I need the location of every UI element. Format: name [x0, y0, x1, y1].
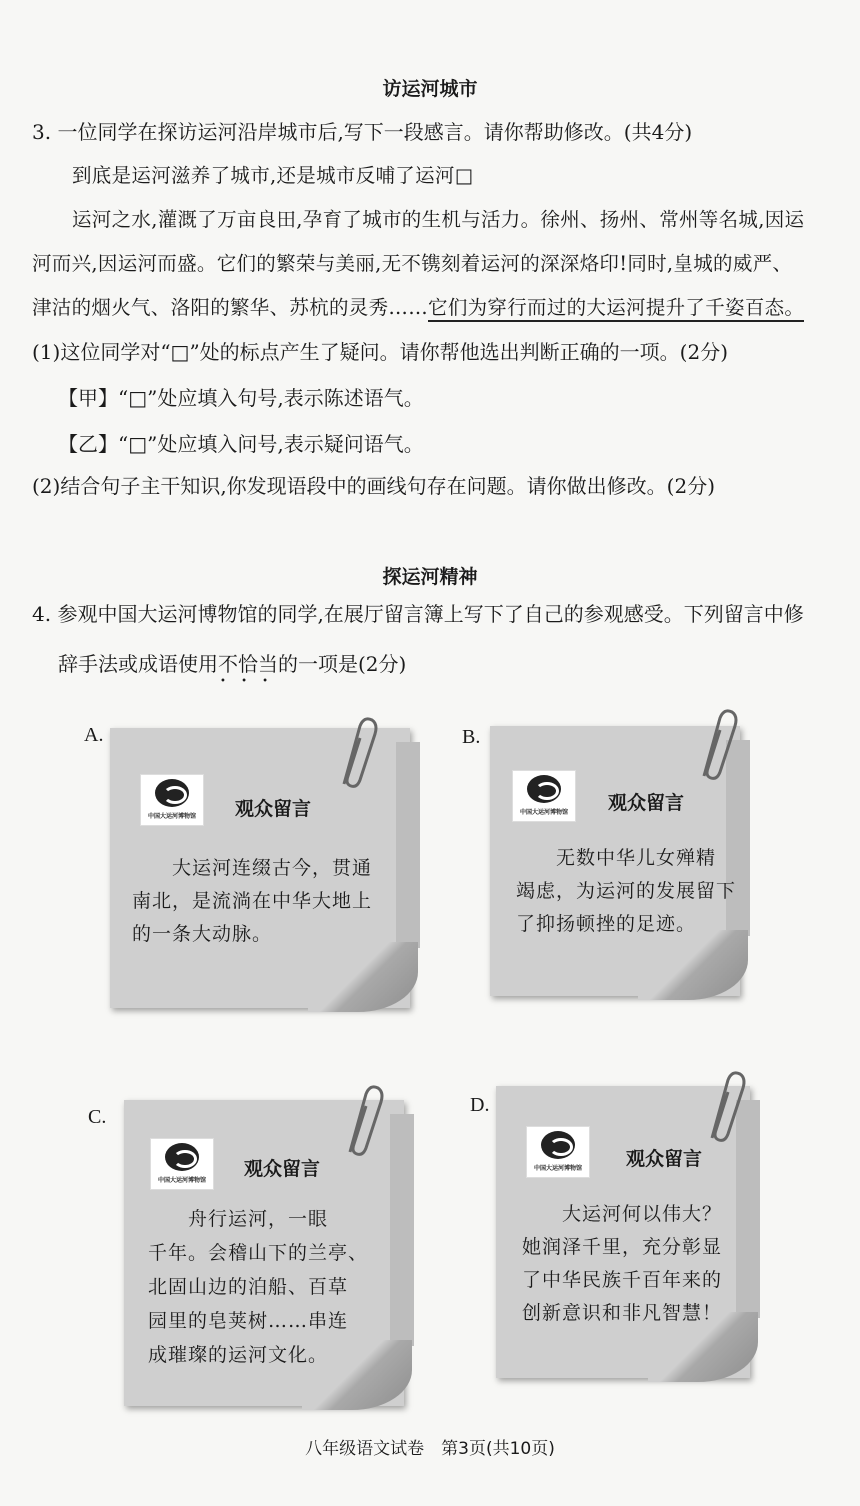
note-back-page: [390, 1114, 414, 1346]
page-footer: 八年级语文试卷 第3页(共10页): [305, 1439, 555, 1459]
question-3-stem: 3. 一位同学在探访运河沿岸城市后,写下一段感言。请你帮助修改。(共4分): [32, 120, 693, 144]
museum-logo: [150, 1138, 214, 1190]
question-4-line-1: 4. 参观中国大运河博物馆的同学,在展厅留言簿上写下了自己的参观感受。下列留言中修: [32, 602, 804, 626]
note-body-a: [132, 852, 372, 951]
note-line: 南北，是流淌在中华大地上: [132, 890, 373, 912]
museum-logo: [526, 1126, 590, 1178]
option-letter-a: A.: [84, 724, 104, 746]
note-back-page: [396, 742, 420, 948]
logo-text: 中国大运河博物馆: [519, 809, 568, 816]
paperclip-icon: [336, 1082, 386, 1162]
note-line: 创新意识和非凡智慧！: [522, 1302, 723, 1324]
note-line: 了抑扬顿挫的足迹。: [516, 913, 697, 935]
note-body-b: [516, 842, 736, 941]
paperclip-icon: [690, 706, 740, 786]
note-heading: 观众留言: [244, 1158, 321, 1180]
note-line: 她润泽千里，充分彰显: [522, 1236, 723, 1258]
note-curl: [308, 942, 418, 1012]
note-heading: 观众留言: [626, 1148, 703, 1170]
note-line: 舟行运河，一眼: [148, 1208, 329, 1230]
logo-mark-icon: [165, 1143, 199, 1171]
sub-question-1: (1)这位同学对“□”处的标点产生了疑问。请你帮他选出判断正确的一项。(2分): [32, 340, 729, 364]
question-4-line-2: [58, 648, 406, 677]
option-letter-b: B.: [462, 726, 481, 748]
logo-mark-icon: [541, 1131, 575, 1159]
option-jia: 【甲】“□”处应填入句号,表示陈述语气。: [58, 386, 424, 410]
museum-logo: [512, 770, 576, 822]
note-heading: 观众留言: [608, 792, 685, 814]
paperclip-icon: [330, 714, 380, 794]
paragraph-line-4: [32, 292, 804, 320]
note-line: 竭虑，为运河的发展留下: [516, 880, 737, 902]
note-line: 无数中华儿女殚精: [516, 847, 717, 869]
paragraph-line-4-plain: 津沽的烟火气、洛阳的繁华、苏杭的灵秀……: [32, 296, 429, 319]
option-letter-d: D.: [470, 1094, 490, 1116]
paragraph-line-3: 河而兴,因运河而盛。它们的繁荣与美丽,无不镌刻着运河的深深烙印!同时,皇城的威严、: [32, 252, 793, 275]
section-title-city: 访运河城市: [382, 78, 478, 100]
paragraph-line-1: 到底是运河滋养了城市,还是城市反哺了运河□: [72, 164, 474, 187]
underlined-sentence: 它们为穿行而过的大运河提升了千姿百态。: [428, 296, 804, 322]
note-heading: 观众留言: [235, 798, 312, 820]
note-line: 了中华民族千百年来的: [522, 1269, 723, 1291]
paragraph-line-2: 运河之水,灌溉了万亩良田,孕育了城市的生机与活力。徐州、扬州、常州等名城,因运: [72, 208, 805, 231]
logo-mark-icon: [155, 779, 189, 807]
note-body-c: [148, 1202, 368, 1372]
question-4-text-pre: 辞手法或成语使用: [58, 652, 218, 676]
logo-text: 中国大运河博物馆: [533, 1165, 582, 1172]
section-title-spirit: 探运河精神: [382, 566, 478, 588]
emphasized-words: 不恰当 • • •: [218, 652, 278, 676]
logo-mark-icon: [527, 775, 561, 803]
note-line: 大运河连缀古今，贯通: [132, 857, 373, 879]
logo-text: 中国大运河博物馆: [157, 1177, 206, 1184]
note-line: 大运河何以伟大？: [522, 1203, 723, 1225]
note-line: 成璀璨的运河文化。: [148, 1344, 329, 1366]
note-line: 园里的皂荚树……串连: [148, 1310, 349, 1332]
sub-question-2: (2)结合句子主干知识,你发现语段中的画线句存在问题。请你做出修改。(2分): [32, 474, 716, 498]
paperclip-icon: [698, 1068, 748, 1148]
note-body-d: [522, 1198, 722, 1330]
logo-text: 中国大运河博物馆: [147, 813, 196, 820]
question-4-text-post: 的一项是(2分): [278, 652, 407, 676]
museum-logo: [140, 774, 204, 826]
option-letter-c: C.: [88, 1106, 107, 1128]
note-line: 的一条大动脉。: [132, 923, 273, 945]
option-yi: 【乙】“□”处应填入问号,表示疑问语气。: [58, 432, 424, 456]
note-line: 千年。会稽山下的兰亭、: [148, 1242, 369, 1264]
note-line: 北固山边的泊船、百草: [148, 1276, 349, 1298]
